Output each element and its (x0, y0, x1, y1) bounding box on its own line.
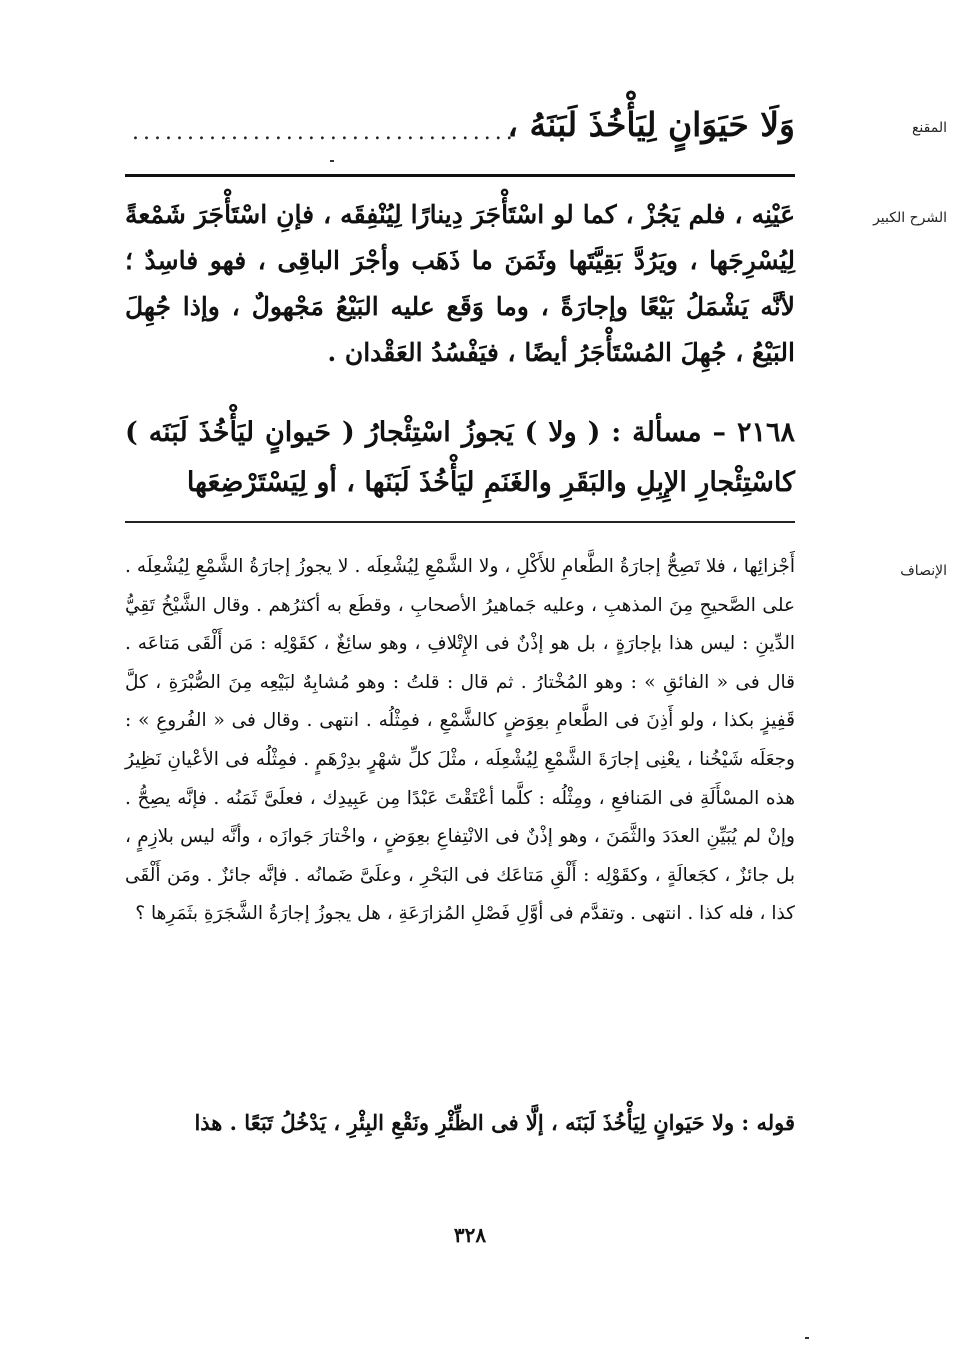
section-label-muqni: المقنع (911, 120, 947, 136)
section-label-insaf: الإنصاف (900, 563, 947, 579)
insaf-qawluhu-paragraph: قوله : ولا حَيَوانٍ لِيَأْخُذَ لَبَنَه ، إلَّا فى الظِّئْرِ ونَقْعِ البِئْرِ ، يَدْخُلُ تَبَعًا . هذا (194, 1110, 795, 1135)
sharh-masala-paragraph: ٢١٦٨ – مسألة : ( ولا ) يَجوزُ اسْتِئْجارُ ( حَيوانٍ ليَأْخُذَ لَبَنَه ) كاسْتِئْجارِ الإِبِلِ والبَقَرِ والغَنَمِ ليَأْخُذَ لَبَنَها ، أو لِيَسْتَرْضِعَها (125, 417, 795, 498)
sharh-paragraph: عَيْنِه ، فلم يَجُزْ ، كما لو اسْتَأْجَرَ دِينارًا لِيُنْفِقَه ، فإنِ اسْتَأْجَرَ شَمْعةً لِيُسْرِجَها ، ويَرُدَّ بَقِيَّتَها وثَمَنَ ما ذَهَب وأجْرَ الباقِى ، فهو فاسِدٌ ؛ لأنَّه يَشْمَلُ بَيْعًا وإجارَةً ، وما وَقَع عليه البَيْعُ مَجْهولٌ ، وإذا جُهِلَ البَيْعُ ، جُهِلَ المُسْتَأْجَرُ أيضًا ، فيَفْسُدُ العَقْدان . (125, 200, 795, 367)
scan-speck (805, 1337, 809, 1339)
section-divider-middle (125, 521, 795, 523)
scan-speck (330, 160, 334, 162)
section-label-sharh: الشرح الكبير (873, 210, 947, 226)
section-divider-top (125, 174, 795, 177)
muqni-text: وَلَا حَيَوَانٍ لِيَأْخُذَ لَبَنَهُ ، (507, 105, 795, 144)
insaf-paragraph: أَجْزائِها ، فلا تَصِحُّ إجارَةُ الطَّعامِ للأَكْلِ ، ولا الشَّمْعِ لِيُشْعِلَه . لا يجوزُ إجارَةُ الشَّمْعِ لِيُشْعِلَه . على الصَّحيحِ مِنَ المذهبِ ، وعليه جَماهيرُ الأصحابِ ، وقطَع به أكثرُهم . وقال الشَّيْخُ تَقِيُّ الدِّينِ : ليس هذا بإجارَةٍ ، بل هو إذْنٌ فى الإِتْلافِ ، وهو سائِغٌ ، كقَوْلِه : مَن أَلْقَى مَتاعَه . قال فى « الفائقِ » : وهو المُخْتارُ . ثم قال : قلتُ : وهو مُشابِهٌ لبَيْعِه مِنَ الصُّبْرَةِ ، كلَّ قَفِيزٍ بكذا ، ولو أَذِنَ فى الطَّعامِ بعِوَضٍ كالشَّمْعِ ، فمِثْلُه . انتهى . وقال فى « الفُروعِ » : وجعَلَه شَيْخُنا ، يعْنِى إجارَةَ الشَّمْعِ لِيُشْعِلَه ، مثْلَ كلِّ شهْرٍ بدِرْهَمٍ . فمِثْلُه فى الأعْيانِ نَظِيرُ هذه المسْأَلَةِ فى المَنافعِ ، ومِثْلُه : كلَّما أعْتَقْتَ عَبْدًا مِن عَبِيدِك ، فعلَىَّ ثَمَنُه . فإنَّه يصِحُّ . وإنْ لم يُبَيِّنِ العدَدَ والثَّمَنَ ، وهو إذْنٌ فى الانْتِفاعِ بعِوَضٍ ، واخْتارَ جَوازَه ، وأنَّه ليس بلازِمٍ ، بل جائزٌ ، كجَعالَةٍ ، وكقَوْلِه : أَلْقِ مَتاعَك فى البَحْرِ ، وعلَىَّ ضَمانُه . فإنَّه جائزٌ . ومَن أَلْقَى كذا ، فله كذا . انتهى . وتقدَّم فى أوَّلِ فَصْلِ المُزارَعَةِ ، هل يجوزُ إجارَةُ الشَّجَرَةِ بثَمَرِها ؟ (125, 556, 795, 925)
page-number: ٣٢٨ (453, 1223, 487, 1247)
muqni-dotted-leader: ................................... (132, 120, 517, 145)
